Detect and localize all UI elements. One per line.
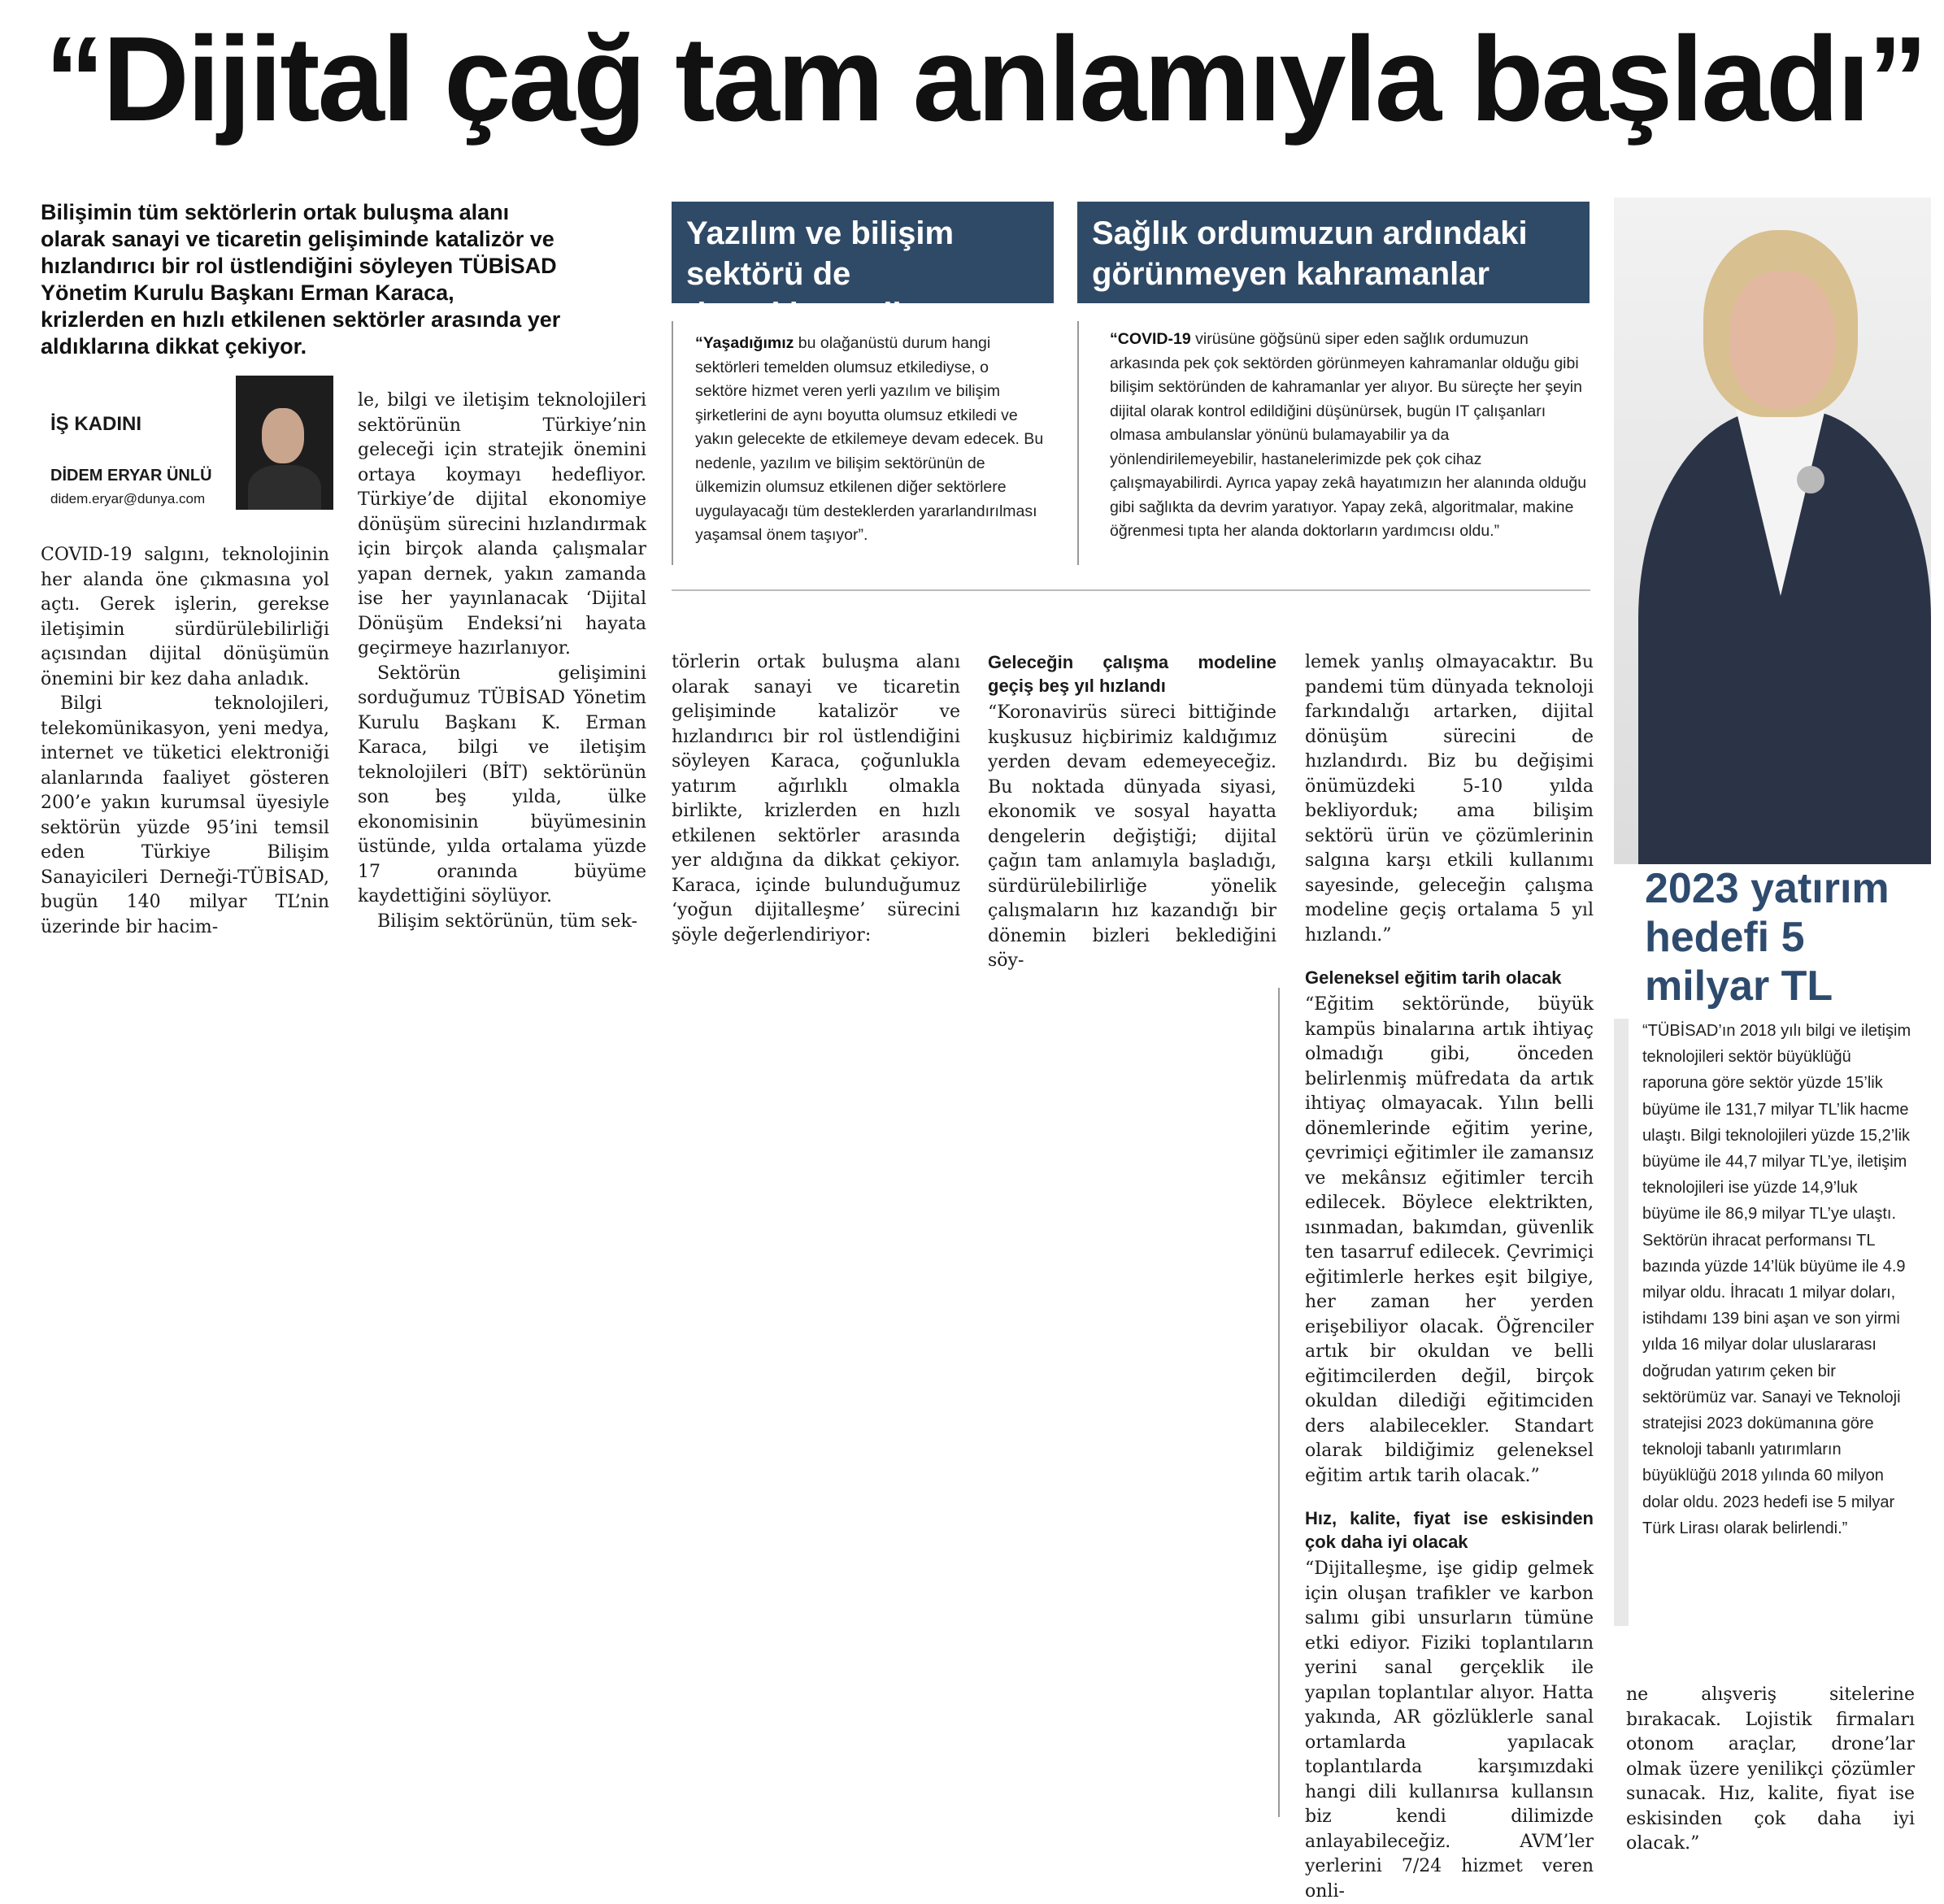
author-avatar bbox=[236, 376, 333, 510]
box-2-rule bbox=[1077, 321, 1079, 565]
subheading: Geleceğin çalışma modeline geçiş beş yıl hızlandı bbox=[988, 652, 1276, 696]
sidebar-title: 2023 yatırım hedefi 5 milyar TL bbox=[1645, 865, 1890, 1010]
paragraph: COVID-19 salgını, teknolojinin her alanda öne çıkmasına yol açtı. Gerek işlerin, gerekse iletişimin sürdürülebilirliği açısından dijital dönüşümün önemini bir kez daha anladık. bbox=[41, 545, 329, 689]
box-2-title: Sağlık ordumuzun ardındaki görünmeyen kahramanlar bbox=[1077, 202, 1590, 303]
paragraph: “Eğitim sektöründe, büyük kampüs binalarına artık ihtiyaç olmadığı gibi, önceden belirlenmiş müfredata da artık ihtiyaç olmayacak. Yılın belli dönemlerinde eğitim yerine, çevrimiçi eğitimler ile zamansız ve mekânsız eğitimler tercih edilecek. Böylece elektrikten, ısınmadan, bakımdan, güvenlik ten tasarruf edilecek. Çevrimiçi eğitimlerle herkes eşit bilgiye, her zaman her yerden erişebiliyor olacak. Öğrenciler artık bir okuldan ve belli eğitimcilerden değil, birçok okuldan dilediği eğitimciden ders alabilecekler. Standart olarak bildiğimiz geleneksel eğitim artık tarih olacak.” bbox=[1305, 994, 1594, 1486]
column-rule bbox=[1278, 988, 1280, 1817]
box-1-title: Yazılım ve bilişim sektörü de desteklenmeli bbox=[672, 202, 1054, 303]
paragraph: Bilgi teknolojileri, telekomünikasyon, yeni medya, internet ve tüketici elektroniği alanlarında faaliyet gösteren 200’e yakın kurumsal üyesiyle sektörün yüzde 95’ini temsil eden Türkiye Bilişim Sanayicileri Derneği-TÜBİSAD, bugün 140 milyar TL’nin üzerinde bir hacim- bbox=[41, 693, 329, 937]
quote-lead: “Yaşadığımız bbox=[695, 334, 794, 352]
subheading: Geleneksel eğitim tarih olacak bbox=[1305, 967, 1562, 988]
column-2 bbox=[358, 389, 646, 934]
quote-text: virüsüne göğsünü siper eden sağlık ordumuzun arkasında pek çok sektörden görünmeyen kahramanlar olduğu gibi bilişim sektöründen de kahramanlar yer alıyor. Bu süreçte her şeyin dijital olarak kontrol edildiğini düşünürsek, bugün IT çalışanları olmasa ambulanslar yönünü bulamayabilir ya da yönlendirilemeyebilir, hastanelerimizde pek çok cihaz çalışmayabilirdi. Ayrıca yapay zekâ hayatımızın her alanında olduğu gibi sağlıkta da devrim yaratıyor. Yapay zekâ, algoritmalar, makine öğrenmesi tıpta her alanda doktorların yardımcısı oldu.” bbox=[1110, 330, 1587, 540]
quote-text: bu olağanüstü durum hangi sektörleri temelden olumsuz etkilediyse, o sektöre hizmet veren yerli yazılım ve bilişim şirketlerini de aynı boyutta olumsuz etkiledi ve yakın gelecekte de etkilemeye devam edecek. Bu nedenle, yazılım ve bilişim sektörünün de ülkemizin olumsuz etkilenen diğer sektörlere uygulayacağı tüm desteklerden yararlandırılması yaşamsal önem taşıyor”. bbox=[695, 334, 1044, 544]
column-1 bbox=[41, 543, 329, 940]
paragraph: Sektörün gelişimini sorduğumuz TÜBİSAD Yönetim Kurulu Başkanı K. Erman Karaca, bilgi ve iletişim teknolojileri (BİT) sektörünün son beş yılda, ülke ekonomisinin büyümesinin üstünde, yılda ortalama yüzde 17 oranında büyüme kaydettiğini söylüyor. bbox=[358, 663, 646, 906]
lead-paragraph: Bilişimin tüm sektörlerin ortak buluşma alanı olarak sanayi ve ticaretin gelişiminde katalizör ve hızlandırıcı bir rol üstlendiğini söyleyen TÜBİSAD Yönetim Kurulu Başkanı Erman Karaca, krizlerden en hızlı etkilenen sektörler arasında yer aldıklarına dikkat çekiyor. bbox=[41, 200, 561, 359]
column-6 bbox=[1626, 1683, 1915, 1857]
paragraph: Bilişim sektörünün, tüm sek- bbox=[377, 911, 637, 932]
paragraph: “Koronavirüs süreci bittiğinde kuşkusuz hiçbirimiz kaldığımız yerden devam edemeyeceğiz. Bu noktada dünyada siyasi, ekonomik ve sosyal hayatta dengelerin değiştiği; dijital çağın tam anlamıyla başladığı, sürdürülebilirliğe yönelik çalışmaların hız kazandığı bir dönemin bizleri beklediğini söy- bbox=[988, 702, 1276, 971]
box-2-quote bbox=[1110, 328, 1590, 544]
author-email[interactable]: didem.eryar@dunya.com bbox=[50, 491, 206, 506]
sidebar-quote: “TÜBİSAD’ın 2018 yılı bilgi ve iletişim teknolojileri sektör büyüklüğü raporuna göre sektör yüzde 15’lik büyüme ile 131,7 milyar TL’lik hacme ulaştı. Bilgi teknolojileri yüzde 15,2’lik büyüme ile 44,7 milyar TL’ye, iletişim teknolojileri ise yüzde 14,9’luk büyüme ile 86,9 milyar TL’ye ulaştı. Sektörün ihracat performansı TL bazında yüzde 14’lük büyüme ile 4.9 milyar oldu. İhracatı 1 milyar doları, istihdamı 139 bini aşan ve son yirmi yılda 16 milyar dolar uluslararası doğrudan yatırım çeken bir sektörümüz var. Sanayi ve Teknoloji stratejisi 2023 dokümanına göre teknoloji tabanlı yatırımların büyüklüğü 2018 yılında 60 milyon dolar oldu. 2023 hedefi ise 5 milyar Türk Lirası olarak belirlendi.” bbox=[1642, 1022, 1911, 1537]
box-1-rule bbox=[672, 321, 673, 565]
subheading: Hız, kalite, fiyat ise eskisinden çok daha iyi olacak bbox=[1305, 1508, 1594, 1552]
paragraph: törlerin ortak buluşma alanı olarak sanayi ve ticaretin gelişiminde katalizör ve hızlandırıcı bir rol üstlendiğini söyleyen Karaca, çoğunlukla yatırım ağırlıklı olmakla birlikte, krizlerden en hızlı etkilenen sektörler arasında yer aldığına da dikkat çekiyor. Karaca, içinde bulunduğumuz ‘yoğun dijitalleşme’ sürecini şöyle değerlendiriyor: bbox=[672, 652, 960, 945]
portrait-photo bbox=[1614, 198, 1931, 864]
quote-lead: “COVID-19 bbox=[1110, 330, 1191, 348]
column-5 bbox=[1305, 650, 1594, 1904]
sidebar-title-box bbox=[1614, 864, 1931, 1019]
paragraph: “Dijitalleşme, işe gidip gelmek için oluşan trafikler ve karbon salımı gibi unsurların tümüne etki ediyor. Fiziki toplantıların yerini sanal gerçeklik ile yapılan toplantılar alıyor. Hatta yakında, AR gözlüklerle sanal ortamlarda yapılacak toplantılarda karşımızdaki hangi dili kullanırsa kullansın biz kendi dilimizde anlayabileceğiz. AVM’ler yerlerini 7/24 hizmet veren onli- bbox=[1305, 1558, 1594, 1902]
section-tag: İŞ KADINI bbox=[50, 413, 142, 435]
column-3 bbox=[672, 650, 960, 948]
paragraph: ne alışveriş sitelerine bırakacak. Lojistik firmaları otonom araçlar, drone’lar olmak üzere yenilikçi çözümler sunacak. Hız, kalite, fiyat ise eskisinden çok daha iyi olacak.” bbox=[1626, 1684, 1915, 1854]
paragraph: le, bilgi ve iletişim teknolojileri sektörünün Türkiye’nin geleceği için stratejik önemini ortaya koymayı hedefliyor. Türkiye’de dijital ekonomiye dönüşüm sürecini hızlandırmak için birçok alanda çalışmalar yapan dernek, yakın zamanda ise her yayınlanacak ‘Dijital Dönüşüm Endeksi’ni hayata geçirmeye hazırlanıyor. bbox=[358, 390, 646, 659]
box-1-quote bbox=[695, 332, 1045, 548]
divider bbox=[672, 589, 1590, 591]
sidebar-band bbox=[1614, 1019, 1629, 1626]
paragraph: lemek yanlış olmayacaktır. Bu pandemi tüm dünyada teknoloji farkındalığı artarken, dijital dönüşüm sürecini de hızlandırdı. Biz bu değişimi önümüzdeki 5-10 yılda bekliyorduk; ama bilişim sektörü ürün ve çözümlerinin salgına karşı etkili kullanımı sayesinde, geleceğin çalışma modeline geçiş ortalama 5 yıl hızlandı.” bbox=[1305, 652, 1594, 945]
headline: “Dijital çağ tam anlamıyla başladı” bbox=[45, 12, 1926, 146]
author-name: DİDEM ERYAR ÜNLÜ bbox=[50, 467, 212, 485]
column-4 bbox=[988, 650, 1276, 974]
